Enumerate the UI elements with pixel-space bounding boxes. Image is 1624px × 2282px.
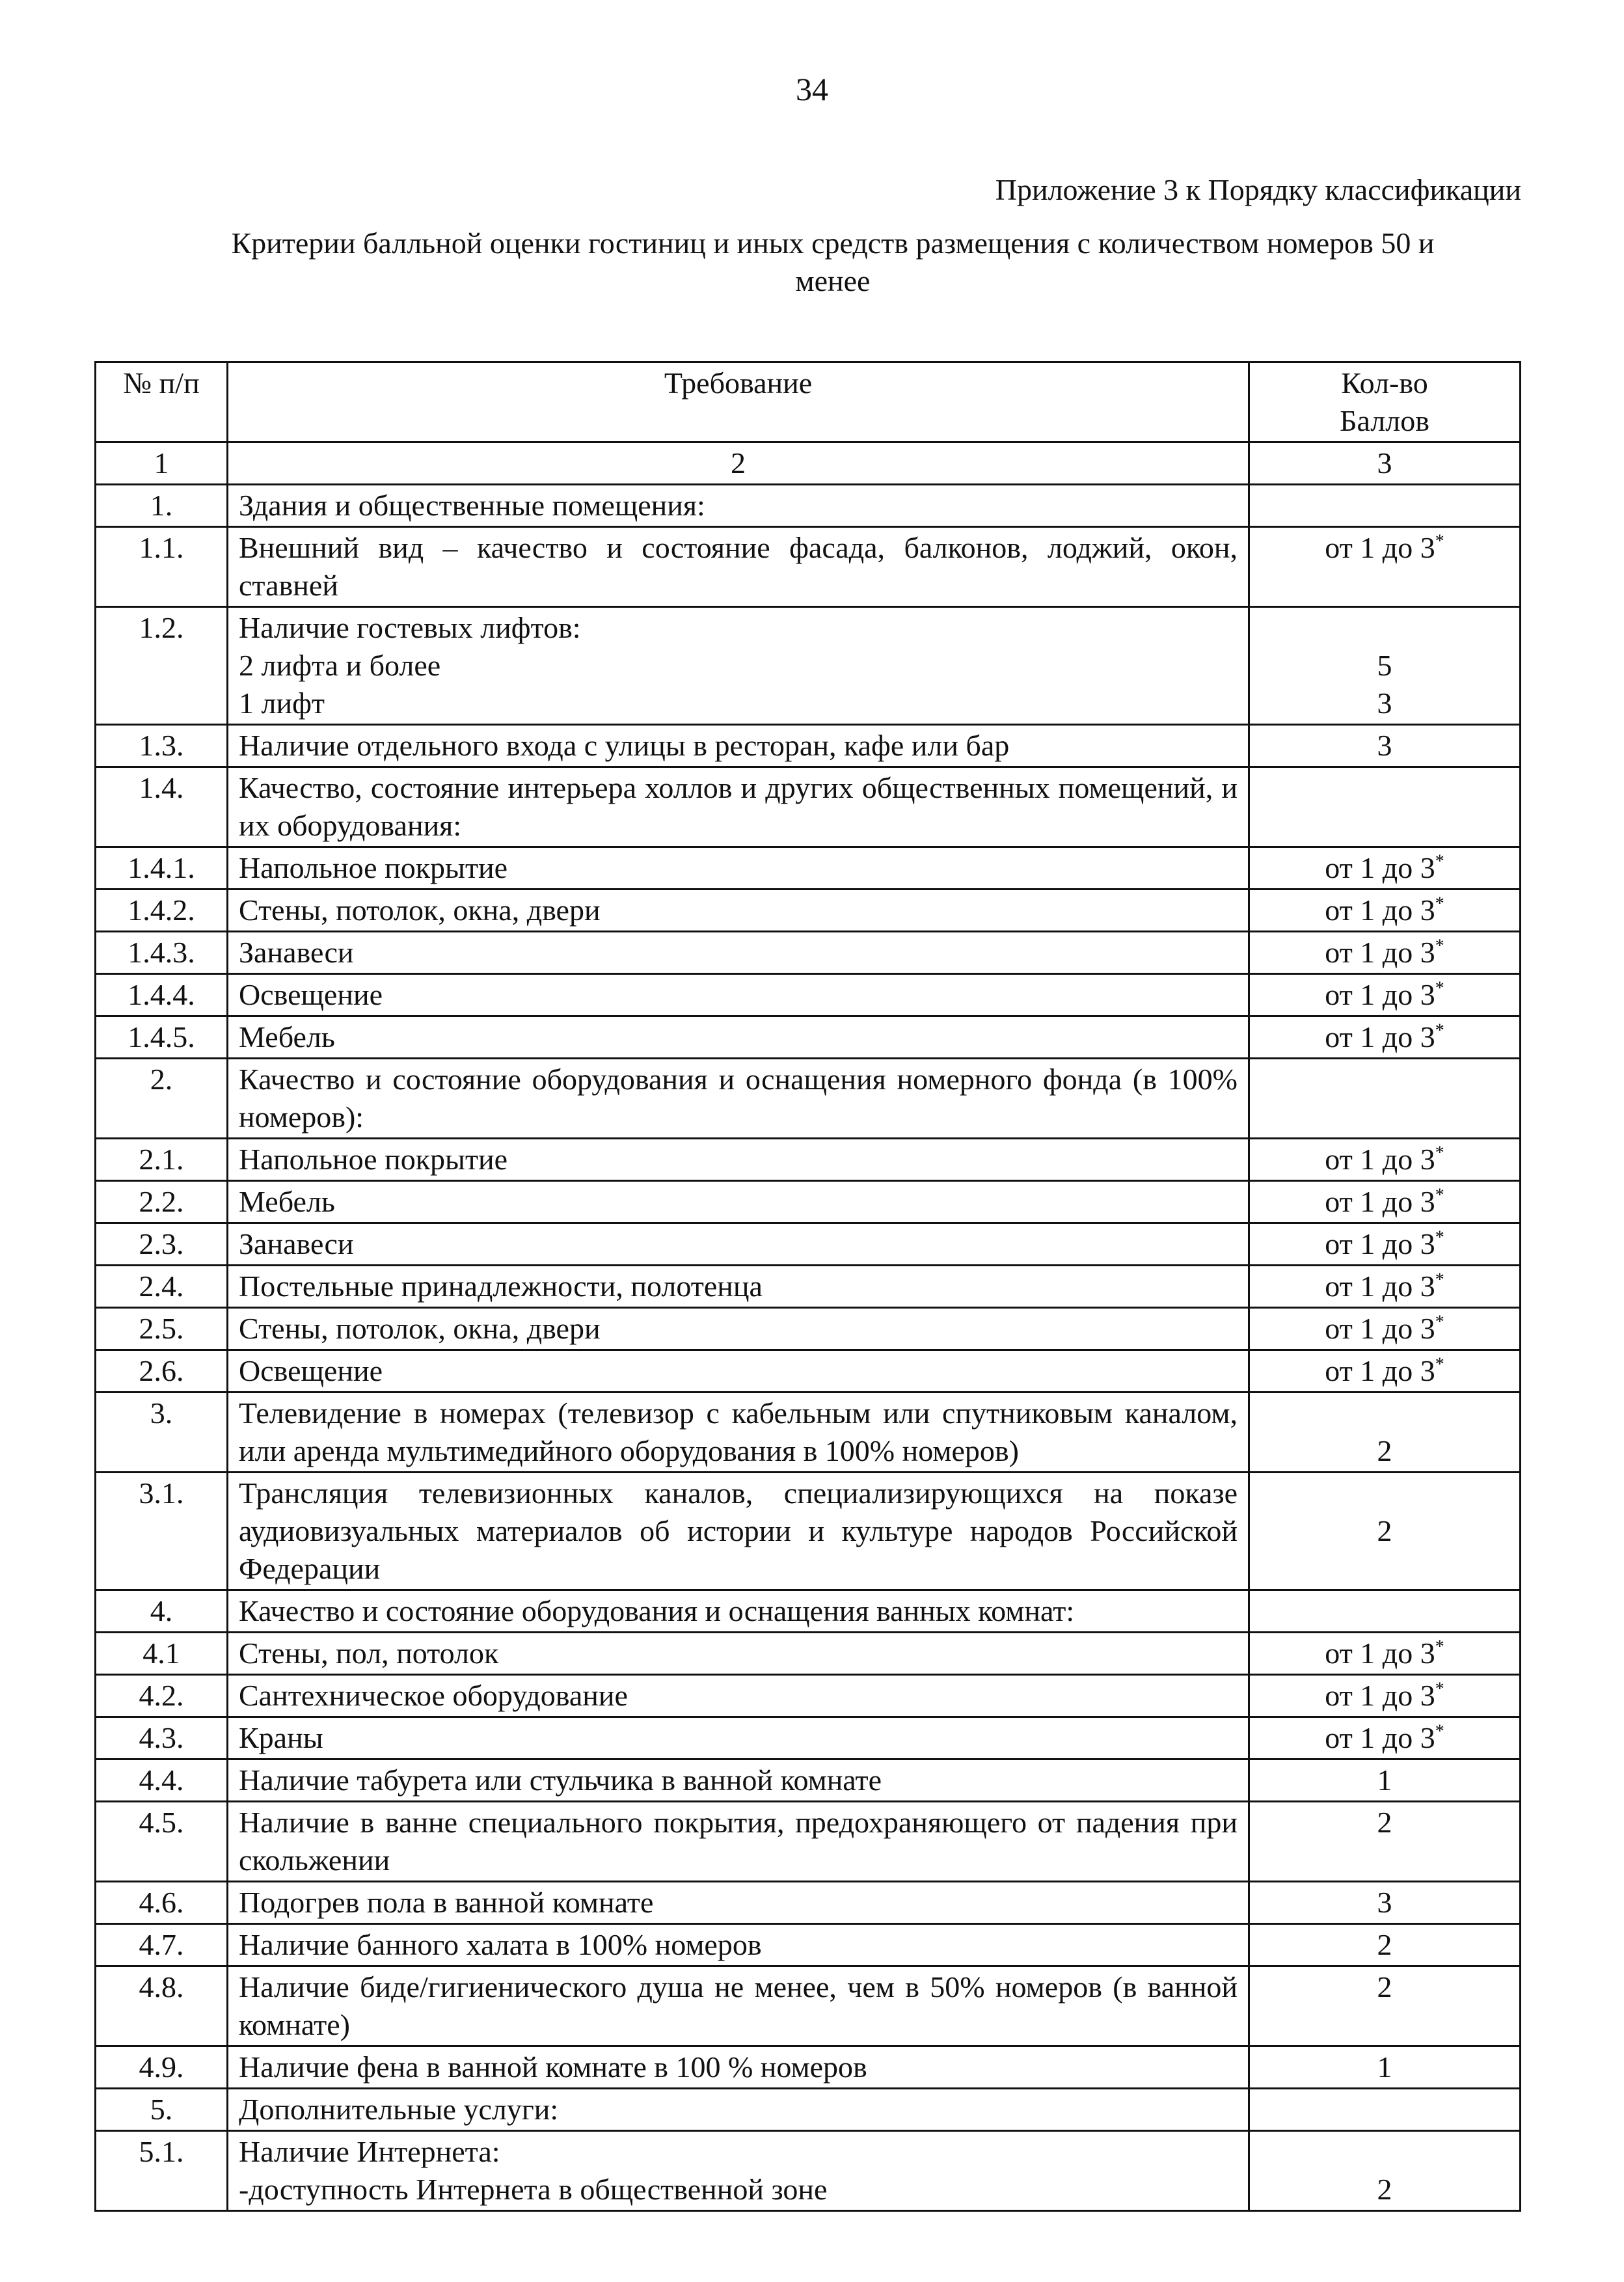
points-value — [1260, 1719, 1509, 1757]
requirement-text: Здания и общественные помещения: — [239, 489, 705, 522]
row-requirement — [228, 1675, 1249, 1717]
footnote-star: * — [1435, 531, 1444, 552]
points-value — [1260, 1884, 1509, 1922]
points-text: 1 — [1377, 1763, 1392, 1797]
row-number: 3.1. — [96, 1473, 228, 1590]
footnote-star: * — [1435, 1354, 1444, 1375]
table-row — [96, 1350, 1521, 1392]
table-row — [96, 1924, 1521, 1966]
row-requirement — [228, 1181, 1249, 1223]
document-title — [156, 224, 1509, 300]
points-value — [1260, 1635, 1509, 1672]
row-requirement — [228, 2131, 1249, 2211]
table-row — [96, 1139, 1521, 1181]
row-points — [1249, 1802, 1521, 1882]
points-text: от 1 до 3 — [1325, 1679, 1435, 1712]
row-points — [1249, 1016, 1521, 1059]
requirement-text: -доступность Интернета в общественной зоне — [239, 2173, 828, 2206]
row-points — [1249, 1059, 1521, 1139]
header-points-line-2: Баллов — [1340, 404, 1429, 437]
requirement-text: Подогрев пола в ванной комнате — [239, 1886, 654, 1919]
row-number: 1. — [96, 485, 228, 527]
requirement-text: Наличие отдельного входа с улицы в ресторан, кафе или бар — [239, 729, 1010, 762]
footnote-star: * — [1435, 1679, 1444, 1700]
row-points — [1249, 1181, 1521, 1223]
row-points — [1249, 1473, 1521, 1590]
footnote-star: * — [1435, 1143, 1444, 1163]
table-row — [96, 1266, 1521, 1308]
table-row — [96, 1759, 1521, 1802]
points-text: 1 — [1377, 2050, 1392, 2084]
footnote-star: * — [1435, 1270, 1444, 1290]
table-row — [96, 485, 1521, 527]
requirement-text: 2 лифта и более — [239, 649, 441, 682]
row-requirement — [228, 2046, 1249, 2089]
row-points — [1249, 890, 1521, 932]
table-row — [96, 2046, 1521, 2089]
row-number: 4.3. — [96, 1717, 228, 1759]
requirement-text: Мебель — [239, 1020, 335, 1053]
points-value — [1260, 849, 1509, 887]
appendix-note: Приложение 3 к Порядку классификации — [995, 173, 1521, 206]
points-text: 3 — [1377, 686, 1392, 720]
row-points — [1249, 1966, 1521, 2046]
row-requirement — [228, 767, 1249, 847]
row-requirement — [228, 1139, 1249, 1181]
row-number: 3. — [96, 1392, 228, 1473]
footnote-star: * — [1435, 1020, 1444, 1041]
table-row — [96, 1223, 1521, 1266]
document-title-line-1: Критерии балльной оценки гостиниц и иных средств размещения с количеством номеров 50 и — [231, 226, 1435, 260]
table-row — [96, 974, 1521, 1016]
footnote-star: * — [1435, 1185, 1444, 1206]
points-value — [1260, 1432, 1509, 1470]
points-text: 3 — [1377, 729, 1392, 762]
row-number: 2. — [96, 1059, 228, 1139]
requirement-text: Наличие в ванне специального покрытия, предохраняющего от падения при скольжении — [239, 1806, 1238, 1877]
row-requirement — [228, 1802, 1249, 1882]
table-header-row — [96, 362, 1521, 442]
requirement-text: Внешний вид – качество и состояние фасада, балконов, лоджий, окон, ставней — [239, 531, 1238, 602]
row-requirement — [228, 1223, 1249, 1266]
row-number: 4.7. — [96, 1924, 228, 1966]
row-requirement — [228, 1308, 1249, 1350]
row-number: 2.2. — [96, 1181, 228, 1223]
requirement-text: Напольное покрытие — [239, 1143, 508, 1176]
row-requirement — [228, 1473, 1249, 1590]
row-points — [1249, 847, 1521, 890]
points-value — [1260, 1141, 1509, 1178]
table-row — [96, 2089, 1521, 2131]
column-index-row — [96, 442, 1521, 485]
points-text: от 1 до 3 — [1325, 1020, 1435, 1053]
row-number: 2.1. — [96, 1139, 228, 1181]
row-points — [1249, 1633, 1521, 1675]
row-number: 4.9. — [96, 2046, 228, 2089]
requirement-text: Наличие банного халата в 100% номеров — [239, 1928, 762, 1961]
row-points — [1249, 767, 1521, 847]
row-number: 1.4.2. — [96, 890, 228, 932]
points-value — [1260, 647, 1509, 685]
requirement-text: Освещение — [239, 1354, 383, 1387]
requirement-text: Освещение — [239, 978, 383, 1011]
table-row — [96, 1802, 1521, 1882]
column-index-1: 1 — [96, 442, 228, 485]
row-requirement — [228, 1266, 1249, 1308]
points-value — [1260, 529, 1509, 567]
row-requirement — [228, 1966, 1249, 2046]
points-value — [1260, 976, 1509, 1014]
points-text: от 1 до 3 — [1325, 851, 1435, 884]
points-text: 2 — [1377, 1434, 1392, 1467]
points-text: от 1 до 3 — [1325, 936, 1435, 969]
requirement-text: Стены, потолок, окна, двери — [239, 893, 601, 927]
row-requirement — [228, 932, 1249, 974]
requirement-text: 1 лифт — [239, 686, 325, 720]
row-number: 2.3. — [96, 1223, 228, 1266]
row-number: 1.4.5. — [96, 1016, 228, 1059]
header-points-line-1: Кол-во — [1341, 366, 1428, 400]
requirement-text: Краны — [239, 1721, 323, 1754]
row-number: 4.5. — [96, 1802, 228, 1882]
criteria-table — [94, 361, 1521, 2212]
row-requirement — [228, 1590, 1249, 1633]
row-requirement — [228, 1633, 1249, 1675]
requirement-text: Наличие фена в ванной комнате в 100 % номеров — [239, 2050, 867, 2084]
footnote-star: * — [1435, 1637, 1444, 1657]
points-text: 2 — [1377, 1928, 1392, 1961]
row-points — [1249, 1590, 1521, 1633]
row-points — [1249, 1882, 1521, 1924]
row-number: 4.6. — [96, 1882, 228, 1924]
points-text: от 1 до 3 — [1325, 1721, 1435, 1754]
points-value — [1260, 1761, 1509, 1799]
table-row — [96, 847, 1521, 890]
header-number: № п/п — [96, 362, 228, 442]
row-points — [1249, 2089, 1521, 2131]
table-row — [96, 2131, 1521, 2211]
row-points — [1249, 1350, 1521, 1392]
row-requirement — [228, 527, 1249, 607]
table-row — [96, 1308, 1521, 1350]
footnote-star: * — [1435, 978, 1444, 999]
row-number: 2.4. — [96, 1266, 228, 1308]
points-text: 3 — [1377, 1886, 1392, 1919]
requirement-text: Занавеси — [239, 1227, 354, 1260]
points-value — [1260, 891, 1509, 929]
row-requirement — [228, 1882, 1249, 1924]
footnote-star: * — [1435, 936, 1444, 957]
table-row — [96, 1059, 1521, 1139]
row-points — [1249, 1139, 1521, 1181]
points-text: от 1 до 3 — [1325, 1185, 1435, 1218]
row-points — [1249, 2046, 1521, 2089]
row-points — [1249, 1759, 1521, 1802]
row-number: 1.4. — [96, 767, 228, 847]
requirement-text: Наличие табурета или стульчика в ванной комнате — [239, 1763, 882, 1797]
table-row — [96, 1181, 1521, 1223]
table-row — [96, 767, 1521, 847]
row-points — [1249, 485, 1521, 527]
points-value — [1260, 2048, 1509, 2086]
row-number: 4.8. — [96, 1966, 228, 2046]
requirement-text: Наличие гостевых лифтов: — [239, 611, 581, 644]
points-text: от 1 до 3 — [1325, 1354, 1435, 1387]
row-number: 2.5. — [96, 1308, 228, 1350]
row-requirement — [228, 1059, 1249, 1139]
footnote-star: * — [1435, 1227, 1444, 1248]
points-value — [1260, 1512, 1509, 1550]
table-row — [96, 1882, 1521, 1924]
points-value — [1260, 727, 1509, 765]
points-text: 5 — [1377, 649, 1392, 682]
table-row — [96, 1675, 1521, 1717]
table-row — [96, 890, 1521, 932]
footnote-star: * — [1435, 893, 1444, 914]
row-points — [1249, 2131, 1521, 2211]
points-text: от 1 до 3 — [1325, 978, 1435, 1011]
row-number: 5. — [96, 2089, 228, 2131]
points-text: от 1 до 3 — [1325, 1270, 1435, 1303]
column-index-2: 2 — [228, 442, 1249, 485]
requirement-text: Качество и состояние оборудования и оснащения номерного фонда (в 100% номеров): — [239, 1063, 1238, 1134]
points-text: от 1 до 3 — [1325, 1637, 1435, 1670]
points-text: 2 — [1377, 1806, 1392, 1839]
points-text: 2 — [1377, 1514, 1392, 1547]
row-requirement — [228, 607, 1249, 725]
requirement-text: Качество, состояние интерьера холлов и других общественных помещений, и их оборудования: — [239, 771, 1238, 842]
row-points — [1249, 1717, 1521, 1759]
points-value — [1260, 1804, 1509, 1841]
table-row — [96, 932, 1521, 974]
requirement-text: Качество и состояние оборудования и оснащения ванных комнат: — [239, 1594, 1075, 1627]
row-requirement — [228, 1392, 1249, 1473]
row-points — [1249, 1392, 1521, 1473]
row-number: 1.2. — [96, 607, 228, 725]
requirement-text: Дополнительные услуги: — [239, 2093, 559, 2126]
points-value — [1260, 1352, 1509, 1390]
row-requirement — [228, 1350, 1249, 1392]
requirement-text: Наличие Интернета: — [239, 2135, 500, 2168]
document-title-line-2: менее — [795, 264, 871, 297]
points-text: от 1 до 3 — [1325, 893, 1435, 927]
table-row — [96, 1392, 1521, 1473]
header-points — [1249, 362, 1521, 442]
requirement-text: Занавеси — [239, 936, 354, 969]
footnote-star: * — [1435, 1721, 1444, 1742]
row-requirement — [228, 847, 1249, 890]
table-row — [96, 1473, 1521, 1590]
row-points — [1249, 1675, 1521, 1717]
row-points — [1249, 974, 1521, 1016]
footnote-star: * — [1435, 1312, 1444, 1333]
footnote-star: * — [1435, 851, 1444, 872]
row-points — [1249, 932, 1521, 974]
requirement-text: Постельные принадлежности, полотенца — [239, 1270, 763, 1303]
points-value — [1260, 2171, 1509, 2208]
row-points — [1249, 1924, 1521, 1966]
page-number: 34 — [796, 71, 828, 107]
requirement-text: Наличие биде/гигиенического душа не менее, чем в 50% номеров (в ванной комнате) — [239, 1970, 1238, 2041]
row-requirement — [228, 1759, 1249, 1802]
table-row — [96, 725, 1521, 767]
requirement-text: Сантехническое оборудование — [239, 1679, 628, 1712]
row-number: 5.1. — [96, 2131, 228, 2211]
requirement-text: Телевидение в номерах (телевизор с кабельным или спутниковым каналом, или аренда мультимедийного оборудования в 100% номеров) — [239, 1396, 1238, 1467]
points-value — [1260, 1968, 1509, 2006]
requirement-text: Стены, потолок, окна, двери — [239, 1312, 601, 1345]
row-requirement — [228, 974, 1249, 1016]
row-number: 1.4.4. — [96, 974, 228, 1016]
row-number: 1.4.1. — [96, 847, 228, 890]
row-number: 1.1. — [96, 527, 228, 607]
table-body — [96, 485, 1521, 2211]
row-points — [1249, 725, 1521, 767]
requirement-text: Стены, пол, потолок — [239, 1637, 499, 1670]
points-value — [1260, 1677, 1509, 1715]
points-text: от 1 до 3 — [1325, 1143, 1435, 1176]
row-number: 4. — [96, 1590, 228, 1633]
points-text: 2 — [1377, 1970, 1392, 2004]
table-row — [96, 1633, 1521, 1675]
row-points — [1249, 1266, 1521, 1308]
column-index-3: 3 — [1249, 442, 1521, 485]
row-requirement — [228, 2089, 1249, 2131]
row-number: 4.2. — [96, 1675, 228, 1717]
header-requirement: Требование — [228, 362, 1249, 442]
row-requirement — [228, 725, 1249, 767]
row-requirement — [228, 1924, 1249, 1966]
points-value — [1260, 1926, 1509, 1964]
row-number: 1.3. — [96, 725, 228, 767]
row-number: 2.6. — [96, 1350, 228, 1392]
points-value — [1260, 1268, 1509, 1305]
row-number: 4.1 — [96, 1633, 228, 1675]
table-row — [96, 1016, 1521, 1059]
row-requirement — [228, 1016, 1249, 1059]
points-value — [1260, 1018, 1509, 1056]
row-points — [1249, 1223, 1521, 1266]
points-text: от 1 до 3 — [1325, 1312, 1435, 1345]
table-row — [96, 1717, 1521, 1759]
table-row — [96, 527, 1521, 607]
table-row — [96, 1966, 1521, 2046]
requirement-text: Напольное покрытие — [239, 851, 508, 884]
row-number: 4.4. — [96, 1759, 228, 1802]
requirement-text: Мебель — [239, 1185, 335, 1218]
points-value — [1260, 934, 1509, 971]
table-row — [96, 1590, 1521, 1633]
requirement-text: Трансляция телевизионных каналов, специализирующихся на показе аудиовизуальных материалов об истории и культуре народов Российской Федерации — [239, 1476, 1238, 1585]
points-value — [1260, 1183, 1509, 1221]
row-requirement — [228, 485, 1249, 527]
points-text: от 1 до 3 — [1325, 531, 1435, 564]
row-points — [1249, 527, 1521, 607]
row-number: 1.4.3. — [96, 932, 228, 974]
row-points — [1249, 607, 1521, 725]
row-points — [1249, 1308, 1521, 1350]
points-value — [1260, 1225, 1509, 1263]
table-row — [96, 607, 1521, 725]
points-text: от 1 до 3 — [1325, 1227, 1435, 1260]
points-value — [1260, 685, 1509, 722]
points-value — [1260, 1310, 1509, 1348]
row-requirement — [228, 890, 1249, 932]
points-text: 2 — [1377, 2173, 1392, 2206]
row-requirement — [228, 1717, 1249, 1759]
